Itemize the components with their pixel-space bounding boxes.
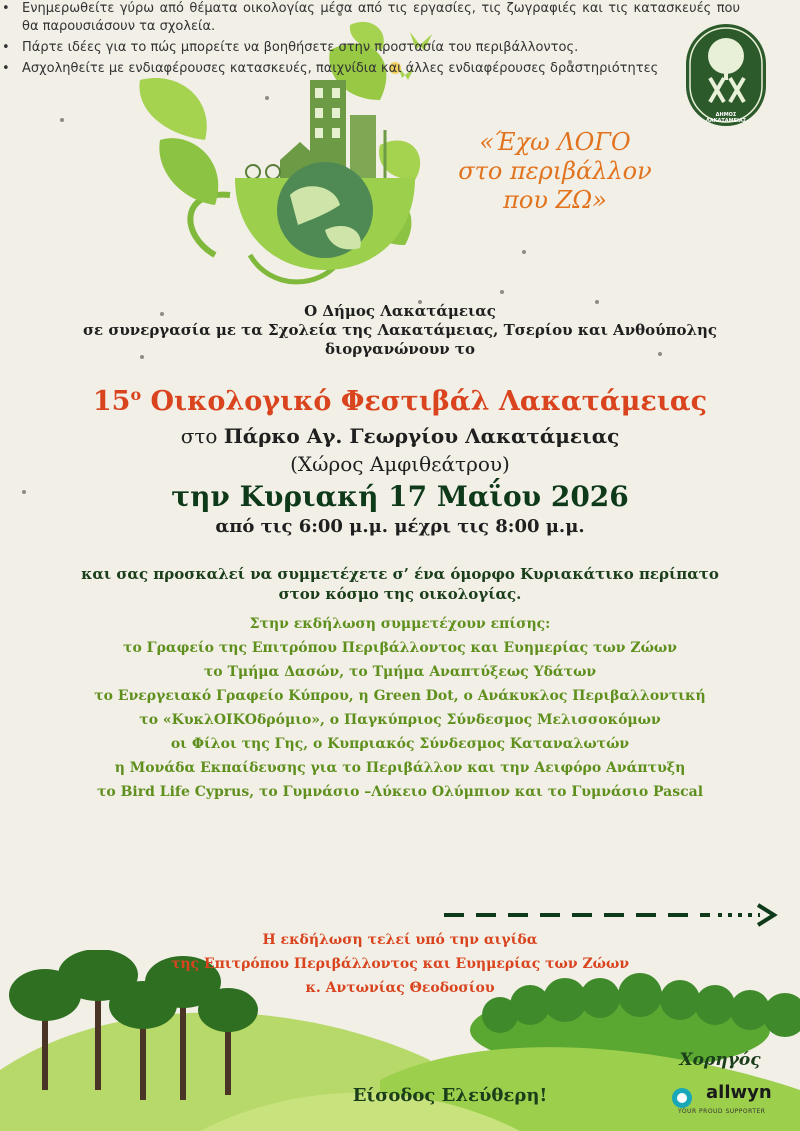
invitation-text: και σας προσκαλεί να συμμετέχετε σ’ ένα όμορφο Κυριακάτικο περίπατο στον κόσμο της οικολογίας. <box>81 565 719 603</box>
dashed-arrow-icon <box>440 900 780 930</box>
activities-list <box>0 0 740 78</box>
sponsor-tagline: YOUR PROUD SUPPORTER <box>678 1108 766 1115</box>
list-item: • Ασχοληθείτε με ενδιαφέρουσες κατασκευές, παιχνίδια και άλλες ενδιαφέρουσες δραστηριότητες <box>0 60 740 78</box>
organizer-text: Ο Δήμος Λακατάμειας σε συνεργασία με τα Σχολεία της Λακατάμειας, Τσερίου και Ανθούπολης διοργανώνουν το <box>82 302 718 358</box>
event-time: από τις 6:00 μ.μ. μέχρι τις 8:00 μ.μ. <box>215 516 585 537</box>
venue: στο Πάρκο Αγ. Γεωργίου Λακατάμειας <box>180 424 620 448</box>
venue-subtitle: (Χώρος Αμφιθεάτρου) <box>290 452 510 476</box>
auspices-text: Η εκδήλωση τελεί υπό την αιγίδα της Επιτρόπου Περιβάλλοντος και Ευημερίας των Ζώων κ. Αντωνίας Θεοδοσίου <box>170 932 630 996</box>
sponsor-logo-icon <box>670 1086 700 1110</box>
municipality-logo-text: ΔΗΜΟΣ ΛΑΚΑΤΑΜΕΙΑΣ <box>705 112 747 124</box>
festival-title: $15^o$ Οικολογικό Φεστιβάλ Λακατάμειας <box>92 385 708 417</box>
participants-list: Στην εκδήλωση συμμετέχουν επίσης: το Γραφείο της Επιτρόπου Περιβάλλοντος και Ευημερίας των Ζώων το Τμήμα Δασών, το Τμήμα Αναπτύξεως Υδάτων το Ενεργειακό Γραφείο Κύπρου, η Green Dot, ο Ανάκυκλος Περιβαλλοντική το «ΚυκλΟΙΚΟδρόμιο», ο Παγκύπριος Σύνδεσμος Μελισσοκόμων οι Φίλοι της Γης, ο Κυπριακός Σύνδεσμος Καταναλωτών η Μονάδα Εκπαίδευσης για το Περιβάλλον και την Αειφόρο Ανάπτυξη το Bird Life Cyprus, το Γυμνάσιο –Λύκειο Ολύμπιον και το Γυμνάσιο Pascal <box>94 616 706 800</box>
sponsor-name: allwyn <box>706 1082 772 1103</box>
free-entry-text: Είσοδος Ελεύθερη! <box>352 1085 548 1106</box>
list-item: • Πάρτε ιδέες για το πώς μπορείτε να βοηθήσετε στην προστασία του περιβάλλοντος. <box>0 39 740 57</box>
slogan: «Έχω ΛΟΓΟ στο περιβάλλον που ΖΩ» <box>458 128 652 214</box>
list-item: • Ενημερωθείτε γύρω από θέματα οικολογίας μέσα από τις εργασίες, τις ζωγραφιές και τις κατασκευές που θα παρουσιάσουν τα σχολεία. <box>0 0 740 36</box>
sponsor-label: Χορηγός <box>679 1050 761 1070</box>
event-date: την Κυριακή 17 Μαΐου 2026 <box>171 480 629 513</box>
